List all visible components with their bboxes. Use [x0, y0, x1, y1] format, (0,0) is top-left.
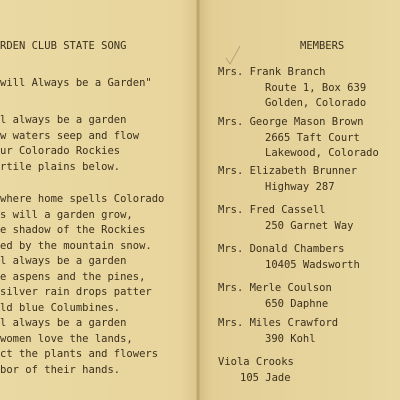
member-name: Mrs. Elizabeth Brunner	[218, 165, 358, 177]
stanza-line: ld blue Columbines.	[0, 301, 121, 314]
member-entry	[218, 115, 379, 162]
stanza-4	[0, 316, 158, 378]
stanza-line: ct the plants and flowers	[0, 348, 159, 360]
member-name: Mrs. George Mason Brown	[218, 116, 364, 128]
stanza-line: rtile plains below.	[0, 160, 121, 173]
member-address-line: 390 Kohl	[265, 332, 316, 345]
stanza-line: l always be a garden	[0, 255, 127, 267]
member-address-line: 2665 Taft Court	[265, 131, 360, 144]
member-address-line: 10405 Wadsworth	[265, 258, 360, 271]
member-entry	[218, 203, 354, 234]
member-entry	[218, 242, 360, 273]
member-name: Mrs. Fred Cassell	[218, 204, 326, 216]
stanza-line: ed by the mountain snow.	[0, 239, 152, 252]
stanza-line: silver rain drops patter	[0, 286, 152, 298]
member-address-line: 250 Garnet Way	[265, 219, 354, 232]
stanza-1	[0, 113, 139, 175]
stanza-line: e aspens and the pines,	[0, 270, 146, 283]
member-name: Mrs. Frank Branch	[218, 66, 326, 78]
member-address-line: 105 Jade	[240, 371, 291, 384]
member-entry	[218, 281, 332, 312]
stanza-line: l always be a garden	[0, 317, 127, 329]
stanza-3	[0, 254, 152, 316]
member-entry	[218, 316, 338, 347]
member-name: Mrs. Miles Crawford	[218, 317, 339, 329]
member-address-line: 650 Daphne	[265, 297, 329, 310]
page-fold	[196, 0, 200, 400]
song-title: will Always be a Garden"	[0, 77, 152, 89]
member-name: Mrs. Merle Coulson	[218, 282, 332, 294]
member-name: Viola Crooks	[218, 356, 294, 368]
song-page-title: RDEN CLUB STATE SONG	[0, 40, 127, 52]
stanza-line: e shadow of the Rockies	[0, 224, 146, 236]
stanza-line: l always be a garden	[0, 114, 127, 126]
stanza-line: s will a garden grow,	[0, 208, 133, 221]
stanza-line: w waters seep and flow	[0, 129, 140, 142]
stanza-line: bor of their hands.	[0, 363, 121, 376]
stanza-line: where home spells Colorado	[0, 193, 165, 205]
member-address-line: Lakewood, Colorado	[265, 147, 379, 159]
stanza-2	[0, 192, 164, 254]
member-name: Mrs. Donald Chambers	[218, 243, 345, 255]
member-address-line: Highway 287	[265, 180, 335, 193]
member-address-line: Golden, Colorado	[265, 97, 367, 109]
member-entry	[218, 355, 294, 386]
stanza-line: women love the lands,	[0, 332, 133, 345]
stanza-line: ur Colorado Rockies	[0, 145, 121, 157]
member-address-line: Route 1, Box 639	[265, 81, 367, 94]
member-entry	[218, 65, 366, 112]
members-title: MEMBERS	[300, 40, 345, 52]
member-entry	[218, 164, 357, 195]
